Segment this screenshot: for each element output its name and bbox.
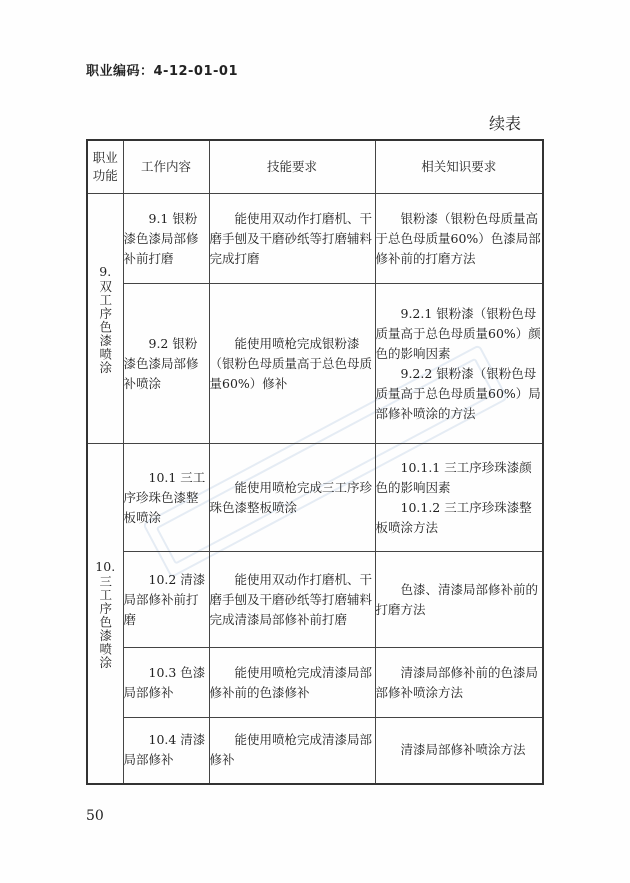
- skill-cell: 能使用喷枪完成银粉漆（银粉色母质量高于总色母质量60%）修补: [209, 284, 375, 444]
- function-number: 10.: [95, 558, 116, 574]
- knowledge-cell: 9.2.1 银粉漆（银粉色母质量高于总色母质量60%）颜色的影响因素 9.2.2 银粉漆（银粉色母质量高于总色母质量60%）局部修补喷涂的方法: [375, 284, 543, 444]
- page-number: 50: [86, 808, 104, 824]
- function-name: 双工序色漆喷涂: [97, 279, 113, 375]
- skill-cell: 能使用双动作打磨机、干磨手刨及干磨砂纸等打磨辅料完成打磨: [209, 194, 375, 284]
- function-cell-9: [87, 194, 123, 444]
- knowledge-cell: 清漆局部修补前的色漆局部修补喷涂方法: [375, 648, 543, 718]
- knowledge-cell: 色漆、清漆局部修补前的打磨方法: [375, 552, 543, 648]
- header-work-content: 工作内容: [123, 140, 209, 194]
- header-skill: 技能要求: [209, 140, 375, 194]
- knowledge-cell: 银粉漆（银粉色母质量高于总色母质量60%）色漆局部修补前的打磨方法: [375, 194, 543, 284]
- function-name: 三工序色漆喷涂: [97, 574, 113, 669]
- skill-requirements-table: [86, 139, 544, 785]
- table-row: [87, 194, 543, 284]
- skill-cell: 能使用喷枪完成清漆局部修补前的色漆修补: [209, 648, 375, 718]
- work-content-cell: 9.1 银粉漆色漆局部修补前打磨: [123, 194, 209, 284]
- skill-cell: 能使用喷枪完成三工序珍珠色漆整板喷涂: [209, 444, 375, 552]
- skill-cell: 能使用喷枪完成清漆局部修补: [209, 718, 375, 784]
- table-row: [87, 552, 543, 648]
- table-row: [87, 444, 543, 552]
- occupation-code: 职业编码：4-12-01-01: [86, 64, 239, 79]
- table-row: [87, 284, 543, 444]
- table-row: [87, 718, 543, 784]
- work-content-cell: 10.1 三工序珍珠色漆整板喷涂: [123, 444, 209, 552]
- function-number: 9.: [99, 263, 112, 279]
- knowledge-cell: 10.1.1 三工序珍珠漆颜色的影响因素 10.1.2 三工序珍珠漆整板喷涂方法: [375, 444, 543, 552]
- work-content-cell: 9.2 银粉漆色漆局部修补喷涂: [123, 284, 209, 444]
- header-function: 职业功能: [87, 140, 123, 194]
- function-cell-10: [87, 444, 123, 784]
- header-knowledge: 相关知识要求: [375, 140, 543, 194]
- skill-cell: 能使用双动作打磨机、干磨手刨及干磨砂纸等打磨辅料完成清漆局部修补前打磨: [209, 552, 375, 648]
- work-content-cell: 10.4 清漆局部修补: [123, 718, 209, 784]
- continued-label: 续表: [489, 114, 522, 133]
- work-content-cell: 10.2 清漆局部修补前打磨: [123, 552, 209, 648]
- knowledge-cell: 清漆局部修补喷涂方法: [375, 718, 543, 784]
- table-row: [87, 648, 543, 718]
- work-content-cell: 10.3 色漆局部修补: [123, 648, 209, 718]
- table-header-row: [87, 140, 543, 194]
